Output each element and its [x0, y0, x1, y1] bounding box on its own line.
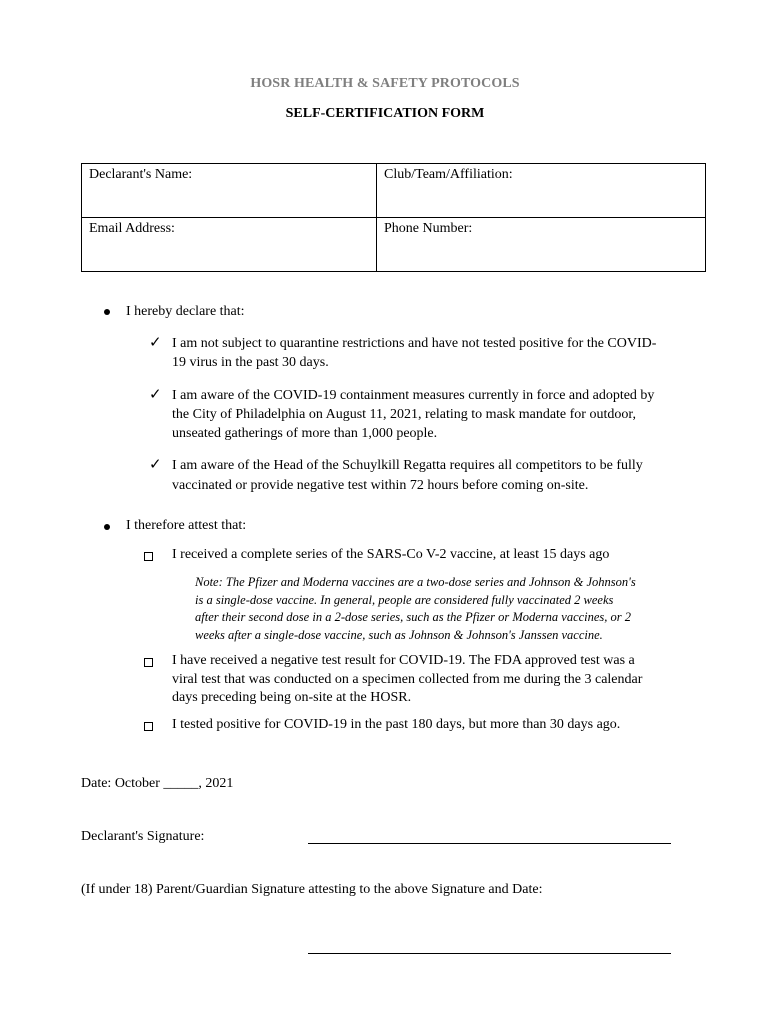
declare-item-3-line-2: vaccinated or provide negative test within 72 hours before coming on-site.: [172, 478, 589, 493]
declarant-name-label: Declarant's Name:: [89, 167, 193, 182]
vaccine-note-line-3: after their second dose in a 2-dose series, such as the Pfizer or Moderna vaccines, or 2: [195, 610, 632, 624]
declarant-name-cell[interactable]: [82, 164, 377, 218]
attest-heading: I therefore attest that:: [126, 518, 247, 533]
phone-cell[interactable]: [377, 218, 706, 272]
signature-label: Declarant's Signature:: [81, 829, 205, 844]
checkbox-recovered[interactable]: [144, 722, 153, 731]
vaccine-note-line-4: weeks after a single-dose vaccine, such as Johnson & Johnson's Janssen vaccine.: [195, 628, 603, 642]
phone-label: Phone Number:: [384, 221, 473, 236]
club-label: Club/Team/Affiliation:: [384, 167, 513, 182]
checkbox-vaccinated[interactable]: [144, 552, 153, 561]
declare-item-2-line-3: unseated gatherings of more than 1,000 people.: [172, 426, 438, 441]
attest-option-recovered: I tested positive for COVID-19 in the past 180 days, but more than 30 days ago.: [172, 717, 621, 732]
attest-option-vaccinated: I received a complete series of the SARS-Co V-2 vaccine, at least 15 days ago: [172, 547, 610, 562]
declare-item-2-line-1: I am aware of the COVID-19 containment measures currently in force and adopted by: [172, 388, 655, 403]
checkmark-icon: ✓: [149, 335, 162, 351]
attest-option-negative-line-2: viral test that was conducted on a specimen collected from me during the 3 calendar: [172, 672, 643, 687]
declare-item-3-line-1: I am aware of the Head of the Schuylkill Regatta requires all competitors to be fully: [172, 458, 643, 473]
bullet-icon: [104, 524, 110, 530]
attest-option-negative-line-1: I have received a negative test result for COVID-19. The FDA approved test was a: [172, 653, 635, 668]
checkmark-icon: ✓: [149, 387, 162, 403]
bullet-icon: [104, 309, 110, 315]
date-field[interactable]: Date: October _____, 2021: [81, 776, 234, 791]
form-subtitle: SELF-CERTIFICATION FORM: [285, 106, 485, 121]
declarant-info-table: [81, 163, 706, 272]
club-cell[interactable]: [377, 164, 706, 218]
guardian-signature-line[interactable]: [308, 953, 671, 954]
email-label: Email Address:: [89, 221, 175, 236]
guardian-signature-label: (If under 18) Parent/Guardian Signature attesting to the above Signature and Date:: [81, 882, 543, 897]
vaccine-note-line-2: is a single-dose vaccine. In general, people are considered fully vaccinated 2 weeks: [195, 593, 614, 607]
signature-line[interactable]: [308, 843, 671, 844]
declare-heading: I hereby declare that:: [126, 304, 245, 319]
vaccine-note-line-1: Note: The Pfizer and Moderna vaccines are a two-dose series and Johnson & Johnson's: [195, 575, 636, 589]
checkmark-icon: ✓: [149, 457, 162, 473]
email-cell[interactable]: [82, 218, 377, 272]
checkbox-negative-test[interactable]: [144, 658, 153, 667]
declare-item-2-line-2: the City of Philadelphia on August 11, 2021, relating to mask mandate for outdoor,: [172, 407, 636, 422]
form-title: HOSR HEALTH & SAFETY PROTOCOLS: [250, 76, 520, 91]
declare-item-1-line-2: 19 virus in the past 30 days.: [172, 355, 329, 370]
attest-option-negative-line-3: days preceding being on-site at the HOSR.: [172, 690, 412, 705]
declare-item-1-line-1: I am not subject to quarantine restrictions and have not tested positive for the COVID-: [172, 336, 657, 351]
